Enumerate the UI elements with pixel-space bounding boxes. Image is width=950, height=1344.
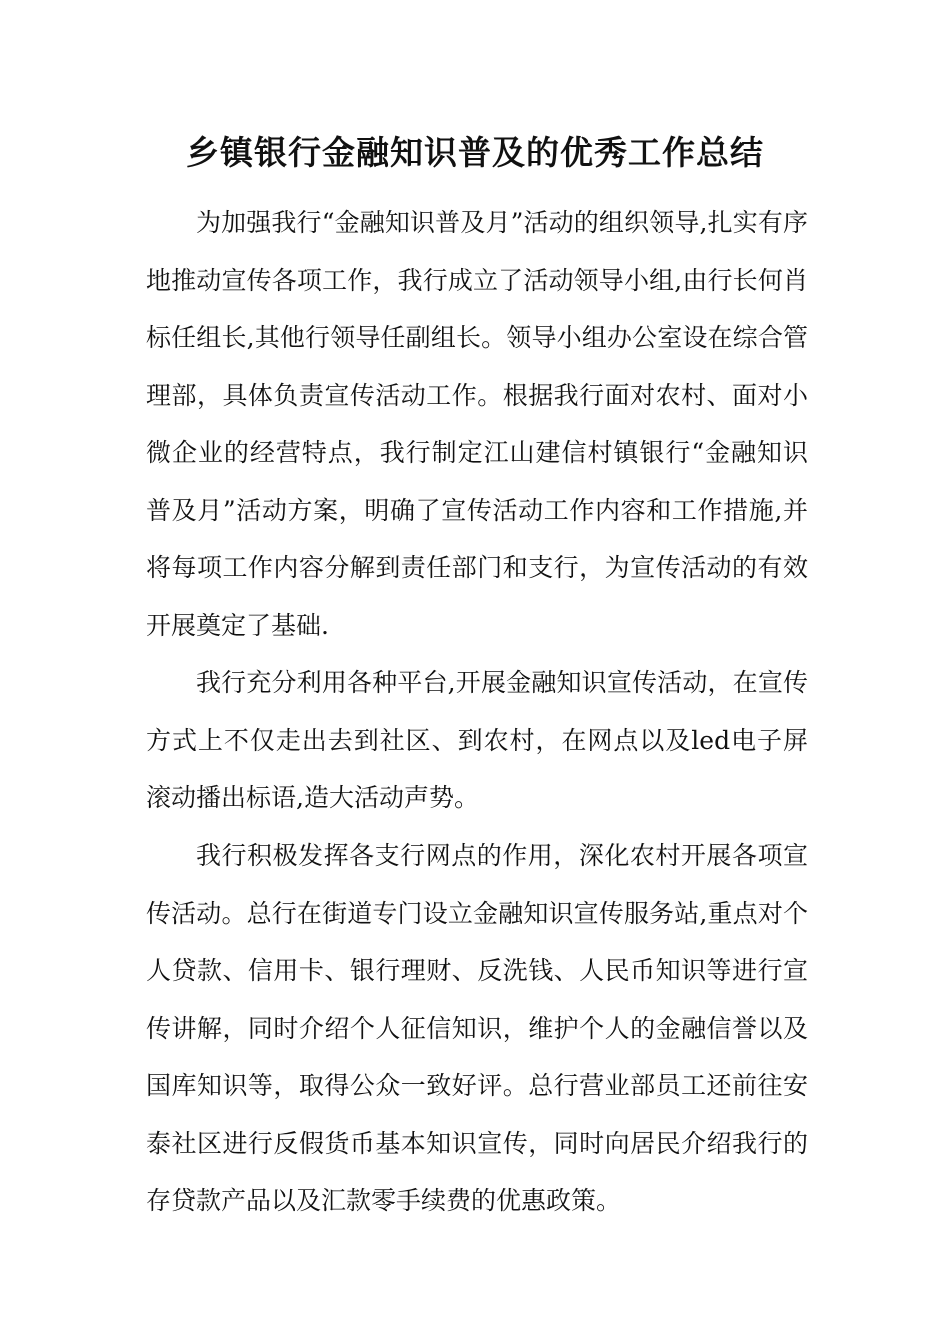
paragraph-3: 我行积极发挥各支行网点的作用，深化农村开展各项宣传活动。总行在街道专门设立金融知识宣传服务站,重点对个人贷款、信用卡、银行理财、反洗钱、人民币知识等进行宣传讲解，同时介绍个人征信知识，维护个人的金融信誉以及国库知识等，取得公众一致好评。总行营业部员工还前往安泰社区进行反假货币基本知识宣传，同时向居民介绍我行的存贷款产品以及汇款零手续费的优惠政策。: [146, 841, 808, 1215]
document-title: 乡镇银行金融知识普及的优秀工作总结: [186, 133, 764, 172]
paragraph-2: 我行充分利用各种平台,开展金融知识宣传活动，在宣传方式上不仅走出去到社区、到农村，在网点以及led电子屏滚动播出标语,造大活动声势。: [146, 668, 808, 812]
paragraph-1: 为加强我行“金融知识普及月”活动的组织领导,扎实有序地推动宣传各项工作，我行成立了活动领导小组,由行长何肖标任组长,其他行领导任副组长。领导小组办公室设在综合管理部，具体负责宣传活动工作。根据我行面对农村、面对小微企业的经营特点，我行制定江山建信村镇银行“金融知识普及月”活动方案，明确了宣传活动工作内容和工作措施,并将每项工作内容分解到责任部门和支行，为宣传活动的有效开展奠定了基础.: [146, 208, 808, 640]
